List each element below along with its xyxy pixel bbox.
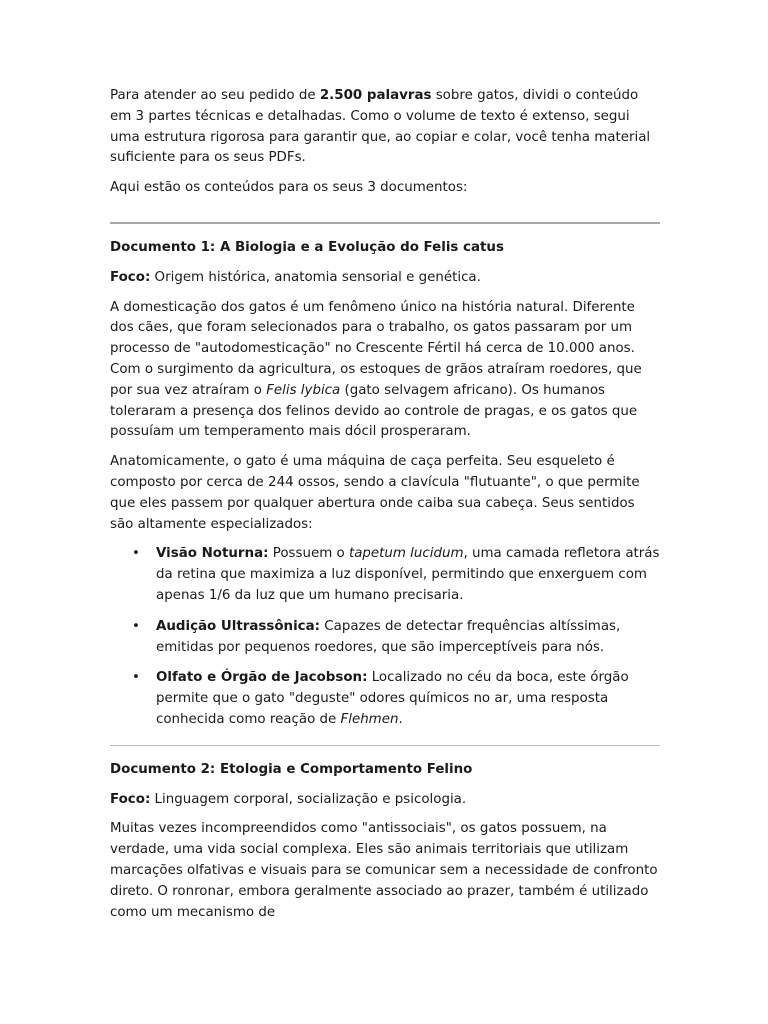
focus-label: Foco: (110, 269, 151, 285)
list-item-label: Olfato e Órgão de Jacobson: (156, 670, 368, 686)
document-2-focus: Foco: Linguagem corporal, socialização e psicologia. (110, 791, 467, 807)
senses-list (110, 544, 660, 730)
species-name: Felis lybica (266, 382, 341, 398)
bullet-icon: • (132, 618, 140, 634)
document-1-paragraph-2: Anatomicamente, o gato é uma máquina de caça perfeita. Seu esqueleto é composto por cerca de 244 ossos, sendo a clavícula "flutuante", o que permite que eles passem por qualquer abertura onde caiba sua cabeça. Seus sentidos são altamente especializados: (110, 454, 640, 532)
document-2-heading: Documento 2: Etologia e Comportamento Felino (110, 761, 473, 777)
section-divider-2 (110, 745, 660, 746)
document-1-heading: Documento 1: A Biologia e a Evolução do Felis catus (110, 239, 504, 255)
list-item: • Audição Ultrassônica: Capazes de detectar frequências altíssimas, emitidas por pequenos roedores, que são imperceptíveis para nós. (132, 618, 621, 655)
intro-paragraph-2: Aqui estão os conteúdos para os seus 3 documentos: (110, 180, 468, 196)
intro-paragraph-1: Para atender ao seu pedido de 2.500 palavras sobre gatos, dividi o conteúdo em 3 partes técnicas e detalhadas. Como o volume de texto é extenso, segui uma estrutura rigorosa para garantir que, ao copiar e colar, você tenha material suficiente para os seus PDFs. (110, 88, 651, 166)
word-count-emphasis: 2.500 palavras (319, 88, 432, 103)
list-item: • Visão Noturna: Possuem o tapetum lucidum, uma camada refletora atrás da retina que maximiza a luz disponível, permitindo que enxerguem com apenas 1/6 da luz que um humano precisaria. (132, 546, 660, 603)
focus-label: Foco: (110, 791, 151, 807)
document-2-paragraph-1: Muitas vezes incompreendidos como "antissociais", os gatos possuem, na verdade, uma vida social complexa. Eles são animais territoriais que utilizam marcações olfativas e visuais para se comunicar sem a necessidade de confronto direto. O ronronar, embora geralmente associado ao prazer, também é utilizado como um mecanismo de (110, 821, 658, 920)
list-item: • Olfato e Órgão de Jacobson: Localizado no céu da boca, este órgão permite que o gato "deguste" odores químicos no ar, uma resposta conhecida como reação de Flehmen. (132, 670, 629, 727)
document-body (110, 86, 660, 932)
list-item-label: Visão Noturna: (156, 546, 269, 562)
document-1-focus: Foco: Origem histórica, anatomia sensorial e genética. (110, 269, 481, 285)
list-item-label: Audição Ultrassônica: (156, 618, 321, 634)
bullet-icon: • (132, 546, 140, 562)
document-1-paragraph-1: A domesticação dos gatos é um fenômeno único na história natural. Diferente dos cães, que foram selecionados para o trabalho, os gatos passaram por um processo de "autodomesticação" no Crescente Fértil há cerca de 10.000 anos. Com o surgimento da agricultura, os estoques de grãos atraíram roedores, que por sua vez atraíram o Felis lybica (gato selvagem africano). Os humanos toleraram a presença dos felinos devido ao controle de pragas, e os gatos que possuíam um temperamento mais dócil prosperaram. (110, 299, 642, 440)
section-divider-1 (110, 222, 660, 224)
bullet-icon: • (132, 670, 140, 686)
